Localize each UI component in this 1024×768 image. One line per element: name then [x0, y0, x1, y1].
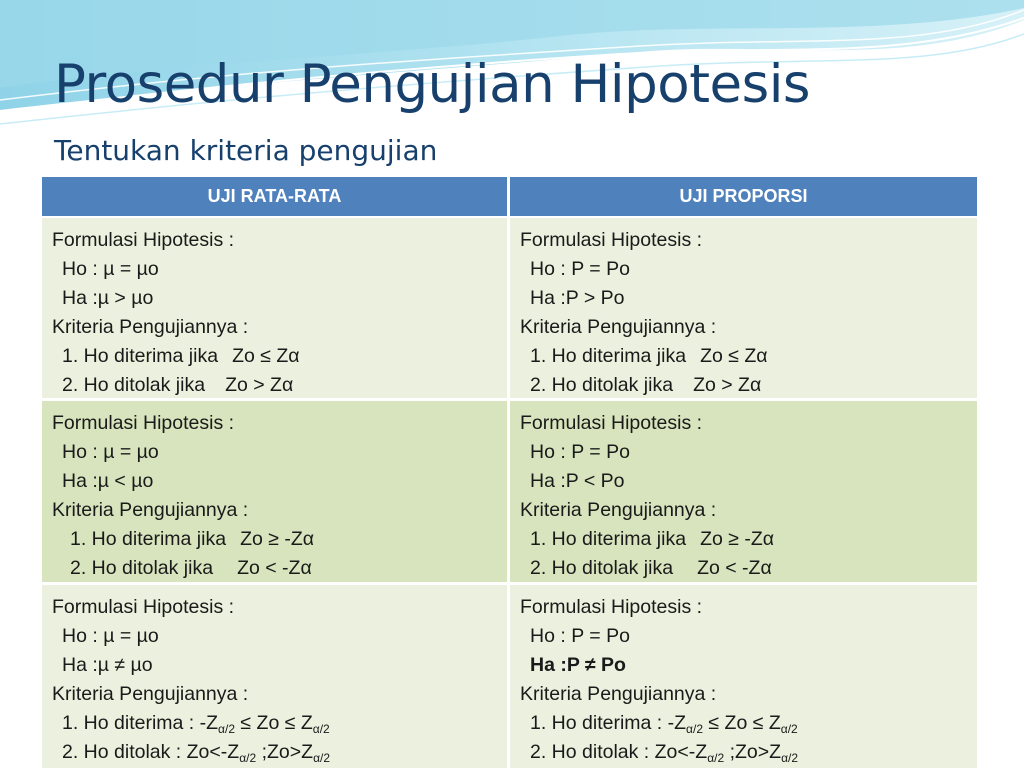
- ha-line: Ha :P < Po: [530, 470, 625, 492]
- formulasi-label: Formulasi Hipotesis :: [520, 596, 703, 618]
- criterion-accept: 1. Ho diterima jika Zo ≤ Zα: [530, 345, 768, 367]
- ho-line: Ho : µ = µo: [62, 625, 159, 647]
- header-uji-proporsi: UJI PROPORSI: [510, 177, 977, 216]
- ha-line: Ha :P ≠ Po: [530, 654, 626, 676]
- ho-line: Ho : µ = µo: [62, 441, 159, 463]
- ho-line: Ho : µ = µo: [62, 258, 159, 280]
- criterion-accept: 1. Ho diterima jika Zo ≥ -Zα: [530, 528, 775, 550]
- ho-line: Ho : P = Po: [530, 258, 630, 280]
- formulasi-label: Formulasi Hipotesis :: [52, 596, 235, 618]
- ho-line: Ho : P = Po: [530, 625, 630, 647]
- ho-line: Ho : P = Po: [530, 441, 630, 463]
- kriteria-label: Kriteria Pengujiannya :: [520, 499, 717, 521]
- criterion-accept: 1. Ho diterima : $-Z_{\alpha/2} \le Zo \le Z_{\alpha/2}$: [62, 712, 330, 736]
- cell-rata-rata-less: [42, 401, 507, 582]
- criterion-reject: 2. Ho ditolak jika Zo > Zα: [530, 374, 762, 396]
- cell-proporsi-two-sided: [510, 585, 977, 768]
- formulasi-label: Formulasi Hipotesis :: [52, 229, 235, 251]
- cell-rata-rata-greater: [42, 218, 507, 398]
- kriteria-label: Kriteria Pengujiannya :: [520, 316, 717, 338]
- criterion-accept: 1. Ho diterima jika Zo ≤ Zα: [62, 345, 300, 367]
- cell-proporsi-greater: [510, 218, 977, 398]
- criteria-table: [42, 177, 977, 768]
- ha-line: Ha :µ < µo: [62, 470, 154, 492]
- formulasi-label: Formulasi Hipotesis :: [52, 412, 235, 434]
- slide-title: Prosedur Pengujian Hipotesis: [54, 54, 811, 115]
- ha-line: Ha :P > Po: [530, 287, 625, 309]
- criterion-accept: 1. Ho diterima jika Zo ≥ -Zα: [70, 528, 315, 550]
- criterion-reject: 2. Ho ditolak : $Zo<-Z_{\alpha/2}$ $;Zo>Z_{\alpha/2}$: [62, 741, 331, 765]
- kriteria-label: Kriteria Pengujiannya :: [520, 683, 717, 705]
- formulasi-label: Formulasi Hipotesis :: [520, 412, 703, 434]
- kriteria-label: Kriteria Pengujiannya :: [52, 683, 249, 705]
- criterion-reject: 2. Ho ditolak jika Zo > Zα: [62, 374, 294, 396]
- cell-rata-rata-two-sided: [42, 585, 507, 768]
- cell-proporsi-less: [510, 401, 977, 582]
- kriteria-label: Kriteria Pengujiannya :: [52, 499, 249, 521]
- formulasi-label: Formulasi Hipotesis :: [520, 229, 703, 251]
- kriteria-label: Kriteria Pengujiannya :: [52, 316, 249, 338]
- criterion-reject: 2. Ho ditolak jika Zo < -Zα: [530, 557, 772, 579]
- header-uji-rata-rata: UJI RATA-RATA: [42, 177, 507, 216]
- criterion-reject: 2. Ho ditolak : $Zo<-Z_{\alpha/2}$ $;Zo>Z_{\alpha/2}$: [530, 741, 799, 765]
- criterion-reject: 2. Ho ditolak jika Zo < -Zα: [70, 557, 312, 579]
- criterion-accept: 1. Ho diterima : $-Z_{\alpha/2} \le Zo \le Z_{\alpha/2}$: [530, 712, 798, 736]
- slide-subtitle: Tentukan kriteria pengujian: [54, 134, 438, 167]
- ha-line: Ha :µ > µo: [62, 287, 154, 309]
- ha-line: Ha :µ ≠ µo: [62, 654, 153, 676]
